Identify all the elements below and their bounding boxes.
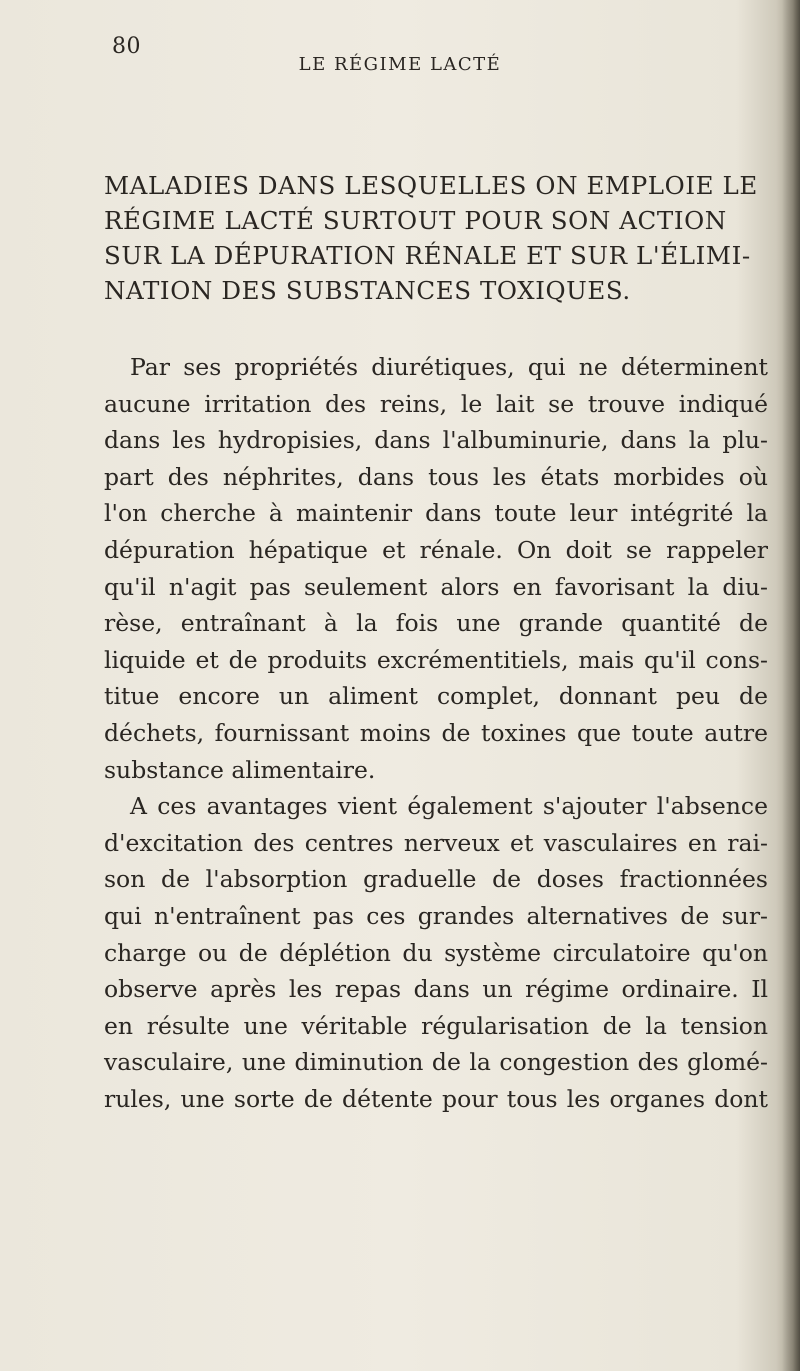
paragraph-2 bbox=[104, 788, 768, 1117]
section-title-line: MALADIES DANS LESQUELLES ON EMPLOIE LE bbox=[104, 171, 758, 200]
text-line: Par ses propriétés diurétiques, qui ne déterminent bbox=[130, 353, 768, 381]
text-line: aucune irritation des reins, le lait se trouve indiqué bbox=[104, 389, 768, 418]
text-line: en résulte une véritable régularisation de la tension bbox=[104, 1011, 768, 1040]
text-line: dans les hydropisies, dans l'albuminurie, dans la plu- bbox=[104, 426, 768, 455]
text-line: part des néphrites, dans tous les états morbides où bbox=[104, 462, 768, 491]
text-line: observe après les repas dans un régime ordinaire. Il bbox=[104, 975, 768, 1004]
page-number: 80 bbox=[112, 34, 141, 59]
text-line: titue encore un aliment complet, donnant peu de bbox=[104, 682, 768, 711]
text-line: son de l'absorption graduelle de doses fractionnées bbox=[104, 865, 768, 894]
paragraph-1 bbox=[104, 349, 768, 788]
page-edge-shadow bbox=[782, 0, 800, 1371]
text-line: rules, une sorte de détente pour tous les organes dont bbox=[104, 1084, 768, 1113]
section-title-line: NATION DES SUBSTANCES TOXIQUES. bbox=[104, 276, 631, 305]
text-line: qui n'entraînent pas ces grandes alternatives de sur- bbox=[104, 901, 768, 930]
text-line: dépuration hépatique et rénale. On doit se rappeler bbox=[104, 535, 768, 564]
text-line: l'on cherche à maintenir dans toute leur intégrité la bbox=[104, 499, 768, 528]
text-line: substance alimentaire. bbox=[104, 755, 376, 784]
text-line: déchets, fournissant moins de toxines que toute autre bbox=[104, 718, 768, 747]
text-line: charge ou de déplétion du système circulatoire qu'on bbox=[104, 938, 768, 967]
section-title bbox=[104, 168, 770, 308]
body-text bbox=[104, 349, 768, 1117]
text-line: rèse, entraînant à la fois une grande quantité de bbox=[104, 609, 768, 638]
section-title-line: SUR LA DÉPURATION RÉNALE ET SUR L'ÉLIMI- bbox=[104, 241, 751, 270]
text-line: vasculaire, une diminution de la congestion des glomé- bbox=[104, 1048, 768, 1077]
running-head: LE RÉGIME LACTÉ bbox=[298, 54, 502, 75]
section-title-line: RÉGIME LACTÉ SURTOUT POUR SON ACTION bbox=[104, 206, 727, 235]
text-line: liquide et de produits excrémentitiels, mais qu'il cons- bbox=[104, 645, 768, 674]
text-line: qu'il n'agit pas seulement alors en favorisant la diu- bbox=[104, 572, 768, 601]
text-line: d'excitation des centres nerveux et vasculaires en rai- bbox=[104, 828, 768, 857]
text-line: A ces avantages vient également s'ajouter l'absence bbox=[130, 792, 768, 821]
